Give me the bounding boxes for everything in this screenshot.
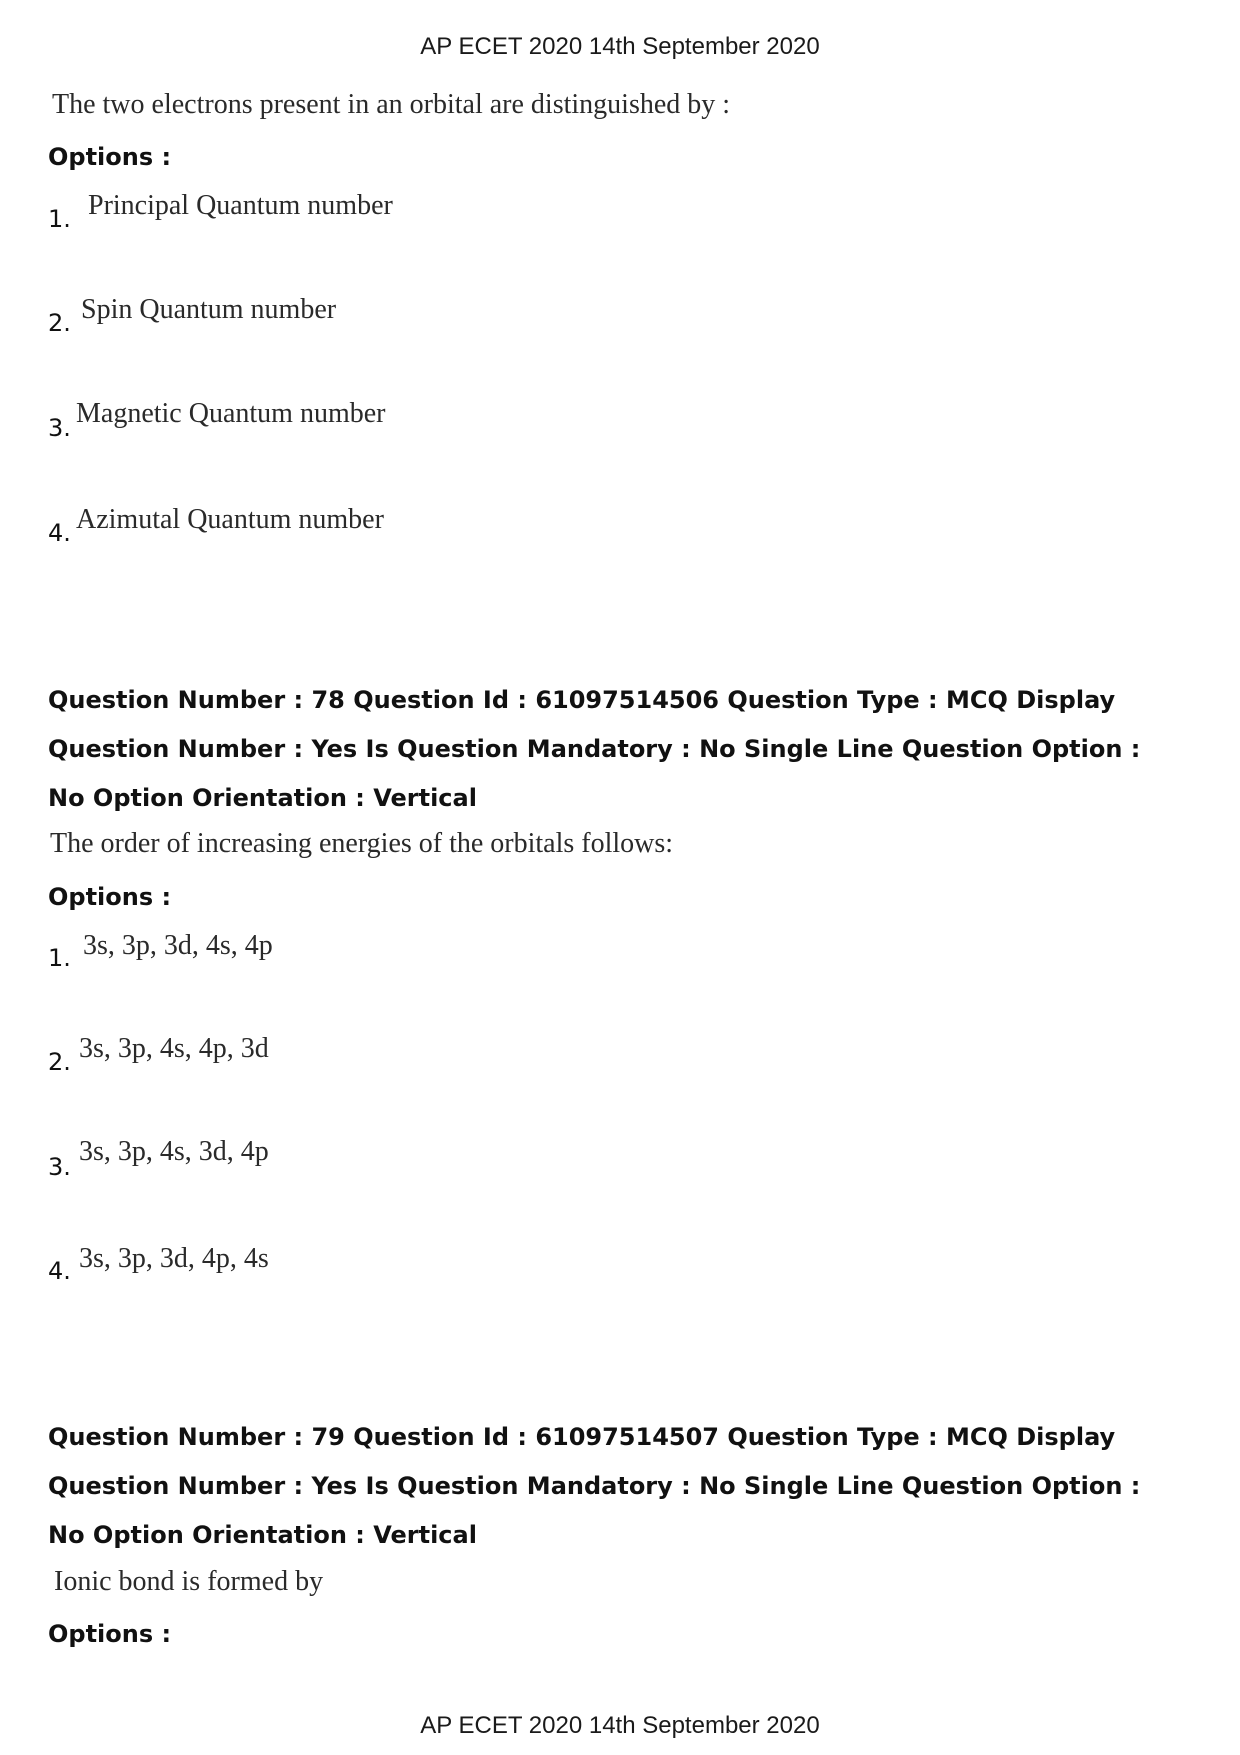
q77-option-3-number: 3. bbox=[48, 414, 71, 442]
question-78-text: The order of increasing energies of the orbitals follows: bbox=[50, 828, 674, 859]
question-79-options-label: Options : bbox=[48, 1620, 172, 1648]
question-77-text: The two electrons present in an orbital are distinguished by : bbox=[52, 89, 731, 120]
q78-option-4-number: 4. bbox=[48, 1257, 71, 1285]
q77-option-2-text: Spin Quantum number bbox=[81, 294, 337, 325]
question-79-meta: Question Number : 79 Question Id : 61097514507 Question Type : MCQ Display Question Number : Yes Is Question Mandatory : No Single Line Question Option : No Option Orientation : Vertical bbox=[48, 1423, 1141, 1549]
q78-option-3-text: 3s, 3p, 4s, 3d, 4p bbox=[79, 1136, 269, 1167]
question-77-options-label: Options : bbox=[48, 143, 172, 171]
q78-option-2-text: 3s, 3p, 4s, 4p, 3d bbox=[79, 1033, 269, 1064]
q77-option-2-number: 2. bbox=[48, 309, 71, 337]
q77-option-3-text: Magnetic Quantum number bbox=[76, 398, 386, 429]
q78-option-1-text: 3s, 3p, 3d, 4s, 4p bbox=[83, 930, 273, 961]
question-78-options-label: Options : bbox=[48, 883, 172, 911]
q77-option-1-number: 1. bbox=[48, 205, 71, 233]
q77-option-1-text: Principal Quantum number bbox=[88, 190, 393, 221]
q78-option-2-number: 2. bbox=[48, 1048, 71, 1076]
q78-option-1-number: 1. bbox=[48, 944, 71, 972]
q77-option-4-number: 4. bbox=[48, 519, 71, 547]
q77-option-4-text: Azimutal Quantum number bbox=[76, 504, 384, 535]
page-footer: AP ECET 2020 14th September 2020 bbox=[420, 1712, 820, 1739]
question-78-meta: Question Number : 78 Question Id : 61097514506 Question Type : MCQ Display Question Number : Yes Is Question Mandatory : No Single Line Question Option : No Option Orientation : Vertical bbox=[48, 686, 1141, 812]
q78-option-4-text: 3s, 3p, 3d, 4p, 4s bbox=[79, 1243, 269, 1274]
question-79-text: Ionic bond is formed by bbox=[54, 1566, 324, 1597]
page-header: AP ECET 2020 14th September 2020 bbox=[420, 33, 820, 60]
q78-option-3-number: 3. bbox=[48, 1153, 71, 1181]
